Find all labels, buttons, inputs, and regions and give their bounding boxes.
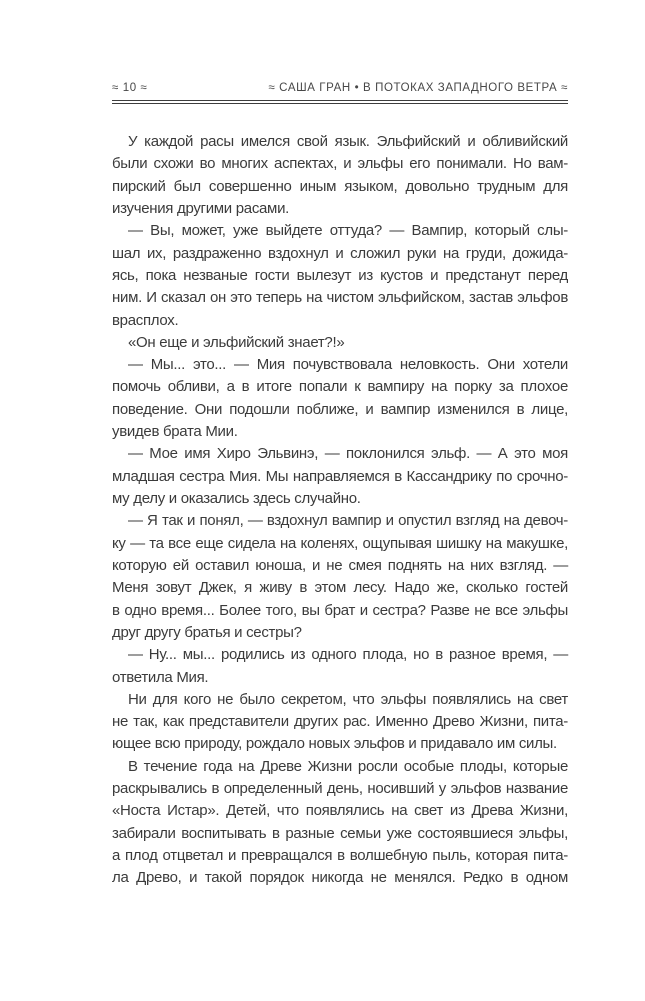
text-line: а плод отцветал и превращался в волшебную пыль, которая пита- (112, 847, 568, 864)
header-divider (112, 100, 568, 104)
text-line: раскрывались в определенный день, носивший у эльфов название (112, 780, 568, 798)
text-line: друг другу братья и сестры? (112, 623, 302, 641)
text-line: — Вы, может, уже выйдете оттуда? — Вампир, который слы- (128, 222, 568, 240)
text-line: У каждой расы имелся свой язык. Эльфийский и обливийский (128, 133, 568, 150)
text-line: «Он еще и эльфийский знает?!» (128, 333, 345, 351)
page-text (112, 131, 568, 890)
text-line: му делу и оказались здесь случайно. (112, 490, 361, 507)
text-line: — Ну... мы... родились из одного плода, но в разное время, — (128, 646, 568, 664)
text-line: в одно время... Более того, вы брат и сестра? Разве не все эльфы (112, 601, 568, 619)
text-line: — Я так и понял, — вздохнул вампир и опустил взгляд на девоч- (128, 512, 568, 530)
page-number: ≈ 10 ≈ (112, 82, 148, 94)
text-line: пирский был совершенно иным языком, довольно трудным для (112, 177, 568, 195)
text-line: врасплох. (112, 311, 179, 329)
text-line: В течение года на Древе Жизни росли особые плоды, которые (128, 757, 568, 775)
text-line: не так, как представители других рас. Именно Древо Жизни, пита- (112, 713, 568, 731)
text-line: Ни для кого не было секретом, что эльфы появлялись на свет (128, 690, 568, 708)
text-line: шал их, раздраженно вздохнул и сложил руки на груди, дожида- (112, 244, 568, 262)
page-header (112, 82, 568, 94)
text-line: забирали воспитывать в разные семьи уже состоявшиеся эльфы, (112, 824, 568, 842)
text-line: ответила Мия. (112, 668, 209, 686)
text-line: «Носта Истар». Детей, что появлялись на свет из Древа Жизни, (112, 802, 568, 820)
text-line: — Мы... это... — Мия почувствовала неловкость. Они хотели (128, 356, 568, 374)
text-line: ку — та все еще сидела на коленях, ощупывая шишку на макушке, (112, 534, 568, 552)
text-line: Меня зовут Джек, я живу в этом лесу. Надо же, сколько гостей (112, 579, 568, 597)
text-line: помочь обливи, а в итоге попали к вампиру на порку за плохое (112, 378, 568, 396)
text-line: ним. И сказал он это теперь на чистом эльфийском, застав эльфов (112, 289, 568, 307)
text-line: ясь, пока незваные гости вылезут из кустов и предстанут перед (112, 266, 568, 284)
text-line: — Мое имя Хиро Эльвинэ, — поклонился эльф. — А это моя (128, 445, 568, 463)
text-line: младшая сестра Мия. Мы направляемся в Кассандрику по срочно- (112, 467, 568, 485)
text-line: увидев брата Мии. (112, 423, 238, 441)
running-title: ≈ САША ГРАН • В ПОТОКАХ ЗАПАДНОГО ВЕТРА ≈ (268, 82, 568, 94)
text-line: поведение. Они подошли поближе, и вампир изменился в лице, (112, 400, 568, 418)
text-line: которую ей оставил юноша, и не смея поднять на них взгляд. — (112, 556, 568, 574)
text-line: были схожи во многих аспектах, и эльфы его понимали. Но вам- (112, 155, 568, 173)
text-line: изучения другими расами. (112, 199, 290, 217)
text-line: ющее всю природу, рождало новых эльфов и придавало им силы. (112, 735, 557, 753)
text-line: ла Древо, и такой порядок никогда не менялся. Редко в одном (112, 869, 568, 887)
